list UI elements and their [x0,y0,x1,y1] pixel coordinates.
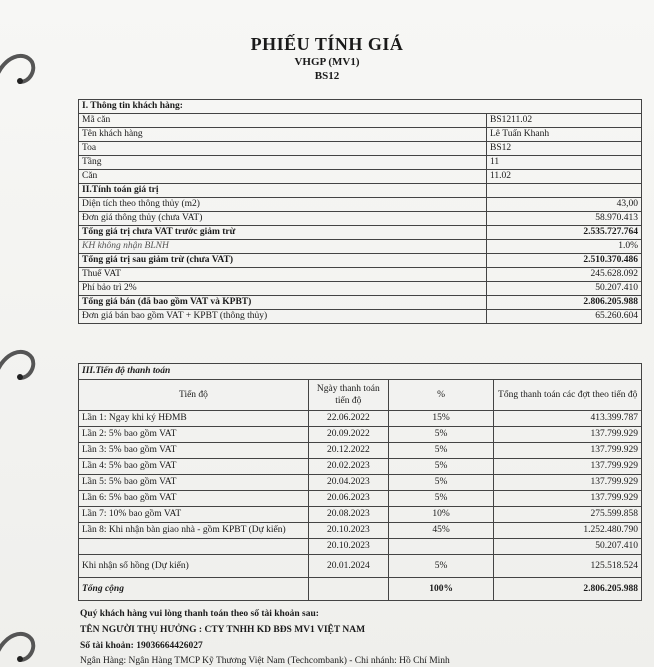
section-header-payment: III.Tiến độ thanh toán [79,364,642,380]
table-row: Khi nhận sổ hồng (Dự kiến) 20.01.2024 5% 125.518.524 [79,555,642,578]
table-row: Tầng 11 [79,156,642,170]
account-number: Số tài khoản: 19036664426027 [80,641,203,651]
section-header-customer: I. Thông tin khách hàng: [79,100,642,114]
bank-info: Ngân Hàng: Ngân Hàng TMCP Kỹ Thương Việt Nam (Techcombank) - Chi nhánh: Hồ Chí Minh [80,656,450,666]
table-row: Thuế VAT 245.628.092 [79,268,642,282]
table-row: Lần 6: 5% bao gồm VAT 20.06.2023 5% 137.799.929 [79,491,642,507]
section-header-price: II.Tính toán giá trị [79,184,642,198]
table-row: KH không nhận BLNH 1.0% [79,240,642,254]
table-row: Lần 7: 10% bao gồm VAT 20.08.2023 10% 275.599.858 [79,507,642,523]
table-row: Tên khách hàng Lê Tuấn Khanh [79,128,642,142]
table-row: Lần 3: 5% bao gồm VAT 20.12.2022 5% 137.799.929 [79,443,642,459]
unit-code: BS1211.02 [487,114,642,128]
table-row: Căn 11.02 [79,170,642,184]
payment-schedule-table [78,363,642,601]
table-row: Tổng giá trị chưa VAT trước giảm trừ 2.535.727.764 [79,226,642,240]
table-row: Lần 1: Ngay khi ký HĐMB 22.06.2022 15% 413.399.787 [79,411,642,427]
beneficiary: TÊN NGƯỜI THỤ HƯỞNG : CTY TNHH KD BĐS MV1 VIỆT NAM [80,625,366,635]
table-row: Tổng giá bán (đã bao gồm VAT và KPBT) 2.806.205.988 [79,296,642,310]
table-row: Lần 4: 5% bao gồm VAT 20.02.2023 5% 137.799.929 [79,459,642,475]
table-row: Đơn giá bán bao gồm VAT + KPBT (thông thủy) 65.260.604 [79,310,642,324]
table-row: Lần 5: 5% bao gồm VAT 20.04.2023 5% 137.799.929 [79,475,642,491]
total-price: 2.806.205.988 [487,296,642,310]
binder-ring-icon [0,626,38,666]
table-row: Mã căn BS1211.02 [79,114,642,128]
table-row: Lần 8: Khi nhận bàn giao nhà - gồm KPBT (Dự kiến) 20.10.2023 45% 1.252.480.790 [79,523,642,539]
table-row: Phí bảo trì 2% 50.207.410 [79,282,642,296]
document-title: PHIẾU TÍNH GIÁ [250,34,404,54]
customer-name: Lê Tuấn Khanh [487,128,642,142]
payment-note: Quý khách hàng vui lòng thanh toán theo số tài khoản sau: [80,609,319,619]
table-row: Toa BS12 [79,142,642,156]
table-row: Diện tích theo thông thủy (m2) 43,00 [79,198,642,212]
building-code: BS12 [314,70,340,82]
binder-ring-icon [0,344,38,384]
total-row: Tổng cộng 100% 2.806.205.988 [79,578,642,601]
table-row: 20.10.2023 50.207.410 [79,539,642,555]
table-header-row: Tiến độ Ngày thanh toán tiến độ % Tổng thanh toán các đợt theo tiến độ [79,380,642,411]
table-row: Đơn giá thông thủy (chưa VAT) 58.970.413 [79,212,642,226]
price-info-table [78,99,642,324]
table-row: Lần 2: 5% bao gồm VAT 20.09.2022 5% 137.799.929 [79,427,642,443]
table-row: Tổng giá trị sau giảm trừ (chưa VAT) 2.510.370.486 [79,254,642,268]
grand-total: 2.806.205.988 [494,578,642,601]
project-name: VHGP (MV1) [294,56,360,68]
